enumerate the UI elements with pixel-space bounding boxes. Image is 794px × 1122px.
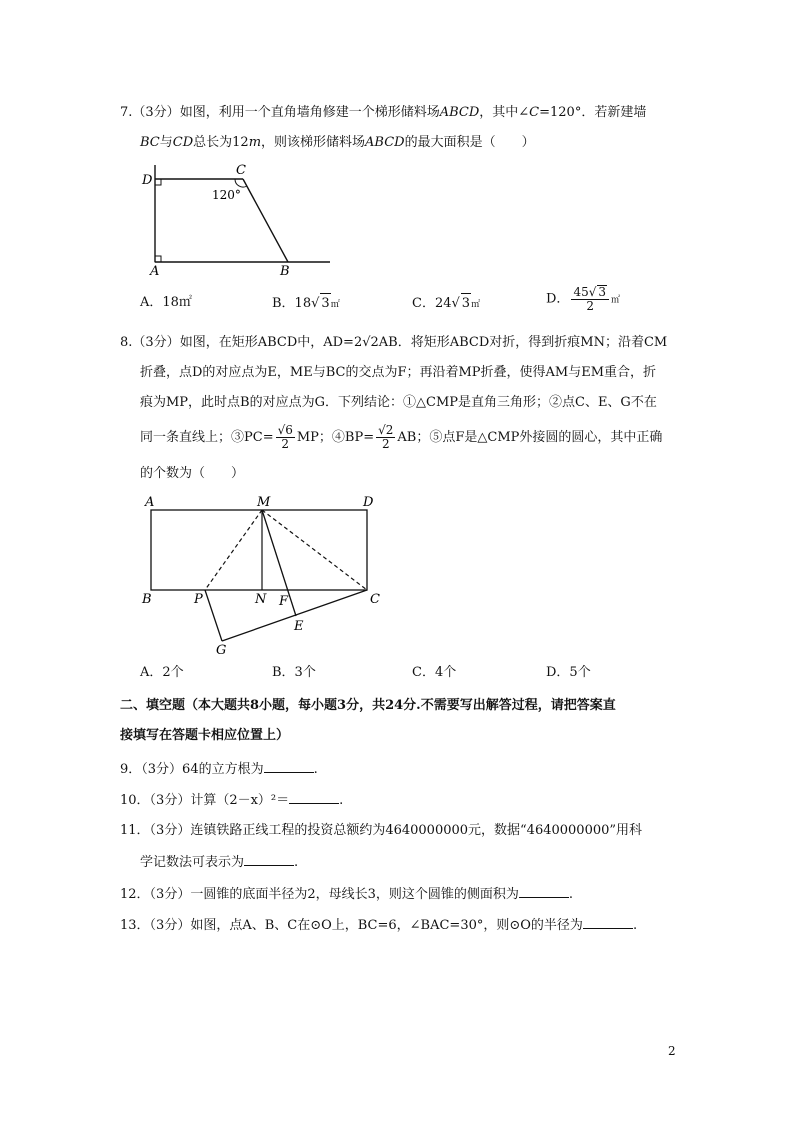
label-f: F	[279, 594, 289, 609]
q8-line-3: 痕为MP，此时点B的对应点为G．下列结论：①△CMP是直角三角形；②点C、E、G不在	[140, 395, 657, 410]
section-2-heading-line-1: 二、填空题（本大题共8小题，每小题3分，共24分.不需要写出解答过程，请把答案直	[120, 698, 616, 713]
label-c: C	[370, 592, 380, 607]
label-d: D	[363, 495, 374, 510]
q11-answer-blank[interactable]	[244, 851, 294, 866]
q7-option-d[interactable]: D． $\frac{45√ 3}{2}$ ㎡	[546, 285, 621, 313]
label-e: E	[294, 619, 304, 634]
q8-line-4: 同一条直线上；③PC= $\frac{√6}{2}$ MP；④BP= $\frac{√2}{2}$ AB；⑤点F是△CMP外接圆的圆心，其中正确	[140, 423, 663, 451]
side-cb	[243, 179, 288, 262]
q8-option-d[interactable]: D．5个	[546, 665, 591, 680]
q7-option-c[interactable]: C．24√ 3㎡	[412, 293, 480, 315]
section-2-heading-line-2: 接填写在答题卡相应位置上）	[120, 728, 290, 743]
q7-line-2: BC与CD总长为12m，则该梯形储料场ABCD的最大面积是（ ）	[140, 135, 535, 150]
fold-mp	[205, 510, 262, 590]
q8-option-a[interactable]: A．2个	[140, 665, 184, 680]
q10: 10．（3分）计算（2－x）²＝ .	[120, 789, 343, 811]
label-c: C	[236, 163, 246, 178]
label-m: M	[257, 495, 271, 510]
label-b: B	[142, 592, 152, 607]
q12-answer-blank[interactable]	[519, 883, 569, 898]
q11-line-2: 学记数法可表示为 .	[140, 851, 298, 873]
label-a: A	[145, 495, 155, 510]
q10-answer-blank[interactable]	[289, 789, 339, 804]
q9: 9．（3分）64的立方根为 .	[120, 758, 318, 780]
q9-answer-blank[interactable]	[264, 758, 314, 773]
q7-option-a[interactable]: A．18㎡	[140, 295, 192, 310]
right-angle-d	[155, 179, 161, 185]
q7-trapezoid-figure	[138, 160, 338, 280]
right-angle-a	[155, 256, 161, 262]
q13: 13．（3分）如图，点A、B、C在⊙O上，BC=6，∠BAC=30°，则⊙O的半径为 .	[120, 914, 637, 936]
q11-line-1: 11．（3分）连镇铁路正线工程的投资总额约为4640000000元，数据“4640000000”用科	[120, 823, 643, 838]
q7-option-b[interactable]: B．18√ 3㎡	[272, 293, 340, 315]
q8-line-1: 8.（3分）如图，在矩形ABCD中，AD=2√2AB．将矩形ABCD对折，得到折痕MN；沿着CM	[120, 335, 668, 350]
q13-answer-blank[interactable]	[583, 914, 633, 929]
q7-line-1: 7.（3分）如图，利用一个直角墙角修建一个梯形储料场ABCD，其中∠C=120°．若新建墙	[120, 105, 647, 120]
label-g: G	[216, 643, 227, 658]
label-angle: 120°	[212, 188, 241, 202]
q8-option-c[interactable]: C．4个	[412, 665, 457, 680]
fold-mc	[262, 510, 367, 590]
label-n: N	[255, 592, 267, 607]
segment-pg	[205, 590, 222, 641]
label-d: D	[142, 173, 153, 188]
rect-abcd	[151, 510, 367, 590]
page-number: 2	[668, 1044, 676, 1058]
q8-line-5: 的个数为（ ）	[140, 466, 245, 481]
q8-rectangle-figure	[138, 493, 388, 658]
q12: 12．（3分）一圆锥的底面半径为2，母线长3，则这个圆锥的侧面积为 .	[120, 883, 573, 905]
label-a: A	[150, 264, 160, 279]
q8-line-2: 折叠，点D的对应点为E，ME与BC的交点为F；再沿着MP折叠，使得AM与EM重合，折	[140, 365, 657, 380]
q8-option-b[interactable]: B．3个	[272, 665, 316, 680]
label-p: P	[194, 592, 203, 607]
label-b: B	[280, 264, 290, 279]
